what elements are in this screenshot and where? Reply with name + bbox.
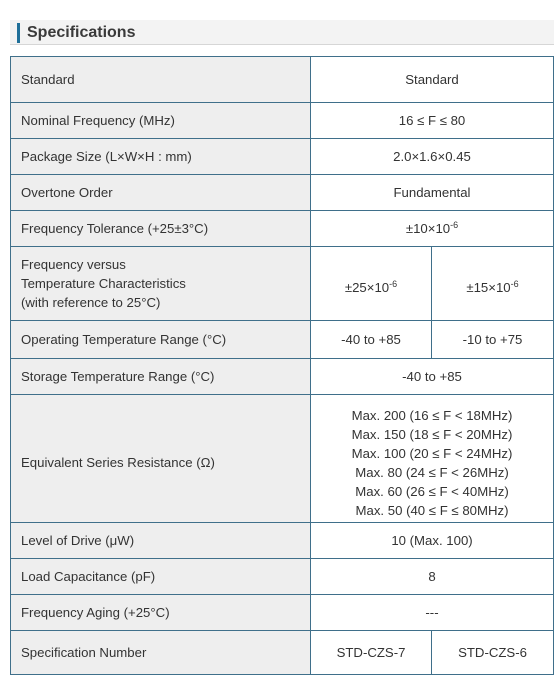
value-exponent: -6 [510,279,519,289]
table-row-load-capacitance [11,559,554,595]
row-label: Operating Temperature Range (°C) [11,321,311,359]
table-row-frequency-vs-temperature [11,247,554,321]
row-label: Frequency Tolerance (+25±3°C) [11,211,311,247]
row-value-a: STD-CZS-7 [311,631,432,675]
row-value: 2.0×1.6×0.45 [311,139,554,175]
list-item: Max. 200 (16 ≤ F < 18MHz) [351,407,513,423]
row-label: Level of Drive (μW) [11,523,311,559]
table-row-esr [11,395,554,523]
table-row-overtone-order [11,175,554,211]
row-value: 10 (Max. 100) [311,523,554,559]
row-value [311,211,554,247]
row-label-line: Frequency versus [21,257,126,272]
row-label-line: (with reference to 25°C) [21,295,161,310]
row-label: Nominal Frequency (MHz) [11,103,311,139]
specifications-header [10,20,554,45]
row-value: --- [311,595,554,631]
list-item: Max. 60 (26 ≤ F < 40MHz) [355,483,509,499]
table-row-frequency-tolerance [11,211,554,247]
value-exponent: -6 [389,279,398,289]
value-base: ±10×10 [405,221,451,236]
table-row-operating-temperature [11,321,554,359]
row-value-b [432,247,554,321]
header-accent-bar [17,23,20,43]
specifications-table [10,56,554,675]
table-row-package-size [11,139,554,175]
row-value-list [311,395,554,523]
table-row-storage-temperature [11,359,554,395]
table-row-nominal-frequency [11,103,554,139]
list-item: Max. 150 (18 ≤ F < 20MHz) [351,426,513,442]
row-label: Storage Temperature Range (°C) [11,359,311,395]
row-label: Equivalent Series Resistance (Ω) [11,395,311,523]
section-title: Specifications [27,24,136,41]
row-label: Frequency Aging (+25°C) [11,595,311,631]
row-label: Load Capacitance (pF) [11,559,311,595]
row-label-line: Temperature Characteristics [21,276,186,291]
row-value: -40 to +85 [311,359,554,395]
row-value-a [311,247,432,321]
row-value: Standard [311,57,554,103]
list-item: Max. 100 (20 ≤ F < 24MHz) [351,445,513,461]
row-value-a: -40 to +85 [311,321,432,359]
list-item: Max. 50 (40 ≤ F ≤ 80MHz) [355,502,509,518]
value-base: ±25×10 [344,280,390,295]
row-value: 16 ≤ F ≤ 80 [311,103,554,139]
table-row-frequency-aging [11,595,554,631]
row-label [11,247,311,321]
value-base: ±15×10 [466,280,511,295]
row-label: Overtone Order [11,175,311,211]
value-exponent: -6 [450,220,459,230]
row-label: Standard [11,57,311,103]
table-row-standard [11,57,554,103]
row-label: Package Size (L×W×H : mm) [11,139,311,175]
table-row-specification-number [11,631,554,675]
row-value-b: -10 to +75 [432,321,554,359]
table-row-level-of-drive [11,523,554,559]
row-label: Specification Number [11,631,311,675]
row-value: 8 [311,559,554,595]
row-value: Fundamental [311,175,554,211]
row-value-b: STD-CZS-6 [432,631,554,675]
list-item: Max. 80 (24 ≤ F < 26MHz) [355,464,509,480]
